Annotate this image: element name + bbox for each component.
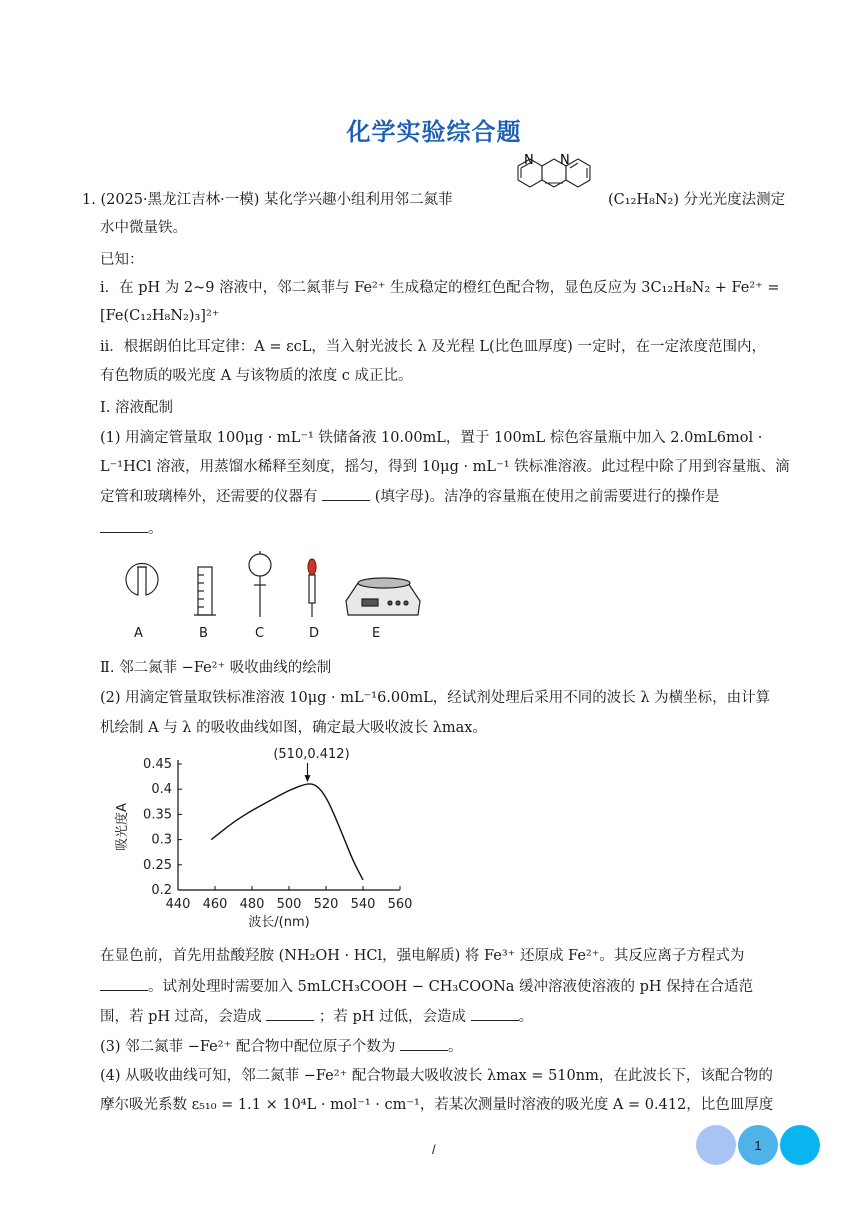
x-tick-label: 520: [313, 897, 339, 912]
part3-line: [100, 1036, 462, 1057]
answer-blank[interactable]: [471, 1006, 519, 1021]
peak-arrow-head: [305, 775, 311, 782]
part1-line2: L⁻¹HCl 溶液，用蒸馏水稀释至刻度，摇匀，得到 10μg · mL⁻¹ 铁标准溶液。此过程中除了用到容量瓶、滴: [100, 459, 790, 475]
svg-text:N: N: [524, 153, 534, 168]
x-tick-label: 440: [165, 897, 191, 912]
apparatus-label-d: D: [309, 626, 320, 641]
x-tick-label: 540: [350, 897, 376, 912]
y-axis-label: 吸光度A: [115, 803, 130, 851]
known-label: 已知：: [100, 252, 144, 268]
part1-line3-b: (填字母)。洁净的容量瓶在使用之前需要进行的操作是: [374, 489, 720, 505]
decor-circle-3: [780, 1125, 820, 1165]
answer-blank[interactable]: [322, 486, 370, 501]
y-tick-label: 0.25: [143, 857, 172, 873]
part3-a: (3) 邻二氮菲 −Fe²⁺ 配合物中配位原子个数为: [100, 1039, 396, 1055]
y-tick-label: 0.35: [143, 807, 172, 823]
answer-blank[interactable]: [400, 1036, 448, 1051]
x-tick-label: 560: [387, 897, 413, 912]
known-ii-line1: ii．根据朗伯比耳定律：A = εcL，当入射光波长 λ 及光程 L(比色皿厚度) 一定时，在一定浓度范围内，: [100, 339, 766, 355]
apparatus-label-c: C: [255, 626, 265, 641]
absorption-curve: [211, 784, 363, 880]
part2-line5-c: 。: [518, 1009, 534, 1025]
answer-blank[interactable]: [100, 976, 148, 991]
page-number: 1: [754, 1137, 762, 1153]
page-title: 化学实验综合题: [346, 118, 522, 146]
y-tick-label: 0.45: [143, 757, 172, 772]
section-1-heading: Ⅰ. 溶液配制: [100, 400, 173, 416]
peak-annotation: (510,0.412): [273, 747, 350, 762]
known-ii-line2: 有色物质的吸光度 A 与该物质的浓度 c 成正比。: [100, 368, 413, 384]
part1-line1: (1) 用滴定管量取 100μg · mL⁻¹ 铁储备液 10.00mL，置于 100mL 棕色容量瓶中加入 2.0mL6mol ·: [100, 430, 763, 446]
part2-line4-a: 。试剂处理时需要加入 5mLCH₃COOH − CH₃COONa 缓冲溶液使溶液的 pH 保持在合适范: [148, 979, 754, 995]
part1-line3: [100, 486, 720, 507]
known-i-line1: i．在 pH 为 2~9 溶液中，邻二氮菲与 Fe²⁺ 生成稳定的橙红色配合物，显色反应为 3C₁₂H₈N₂ + Fe²⁺ =: [100, 280, 780, 296]
part3-b: 。: [447, 1039, 463, 1055]
part2-line3: 在显色前，首先用盐酸羟胺 (NH₂OH · HCl，强电解质) 将 Fe³⁺ 还原成 Fe²⁺。其反应离子方程式为: [100, 948, 745, 964]
apparatus-figure: [110, 545, 440, 645]
x-tick-label: 500: [276, 897, 302, 912]
part2-line5: [100, 1006, 533, 1027]
part2-line5-b: ；若 pH 过低，会造成: [318, 1009, 467, 1025]
absorption-chart: [100, 740, 430, 940]
apparatus-label-a: A: [134, 626, 143, 641]
part4-line2: 摩尔吸光系数 ε₅₁₀ = 1.1 × 10⁴L · mol⁻¹ · cm⁻¹，若某次测量时溶液的吸光度 A = 0.412，比色皿厚度: [100, 1097, 774, 1113]
decor-circle-1: [696, 1125, 736, 1165]
q1-line1-b: (C₁₂H₈N₂) 分光光度法测定: [608, 192, 786, 208]
y-tick-label: 0.3: [151, 832, 172, 848]
known-i-line2: [Fe(C₁₂H₈N₂)₃]²⁺: [100, 308, 220, 324]
x-tick-label: 480: [239, 897, 265, 912]
part2-line5-a: 围，若 pH 过高，会造成: [100, 1009, 262, 1025]
part2-line4: [100, 976, 753, 997]
x-tick-label: 460: [202, 897, 228, 912]
answer-blank[interactable]: [266, 1006, 314, 1021]
apparatus-label-e: E: [372, 626, 381, 641]
q1-line2: 水中微量铁。: [100, 220, 187, 236]
footer-slash: /: [432, 1142, 436, 1157]
q1-line1-a: 1. (2025·黑龙江吉林·一模) 某化学兴趣小组利用邻二氮菲: [82, 192, 453, 208]
answer-blank[interactable]: [100, 518, 148, 533]
part1-line4-end: 。: [148, 521, 163, 537]
x-axis-label: 波长/(nm): [248, 915, 310, 930]
y-tick-label: 0.2: [151, 883, 172, 898]
apparatus-label-b: B: [199, 626, 208, 641]
part1-line4: [100, 518, 163, 539]
section-2-heading: Ⅱ. 邻二氮菲 −Fe²⁺ 吸收曲线的绘制: [100, 660, 332, 676]
svg-text:N: N: [560, 153, 570, 168]
part4-line1: (4) 从吸收曲线可知，邻二氮菲 −Fe²⁺ 配合物最大吸收波长 λmax = 510nm，在此波长下，该配合物的: [100, 1068, 773, 1084]
page-number-badge: [738, 1125, 778, 1165]
part1-line3-a: 定管和玻璃棒外，还需要的仪器有: [100, 489, 318, 505]
part2-line2: 机绘制 A 与 λ 的吸收曲线如图，确定最大吸收波长 λmax。: [100, 720, 487, 736]
phenanthroline-structure: [500, 152, 600, 210]
part2-line1: (2) 用滴定管量取铁标准溶液 10μg · mL⁻¹6.00mL，经试剂处理后采用不同的波长 λ 为横坐标，由计算: [100, 690, 771, 706]
y-tick-label: 0.4: [151, 782, 172, 798]
